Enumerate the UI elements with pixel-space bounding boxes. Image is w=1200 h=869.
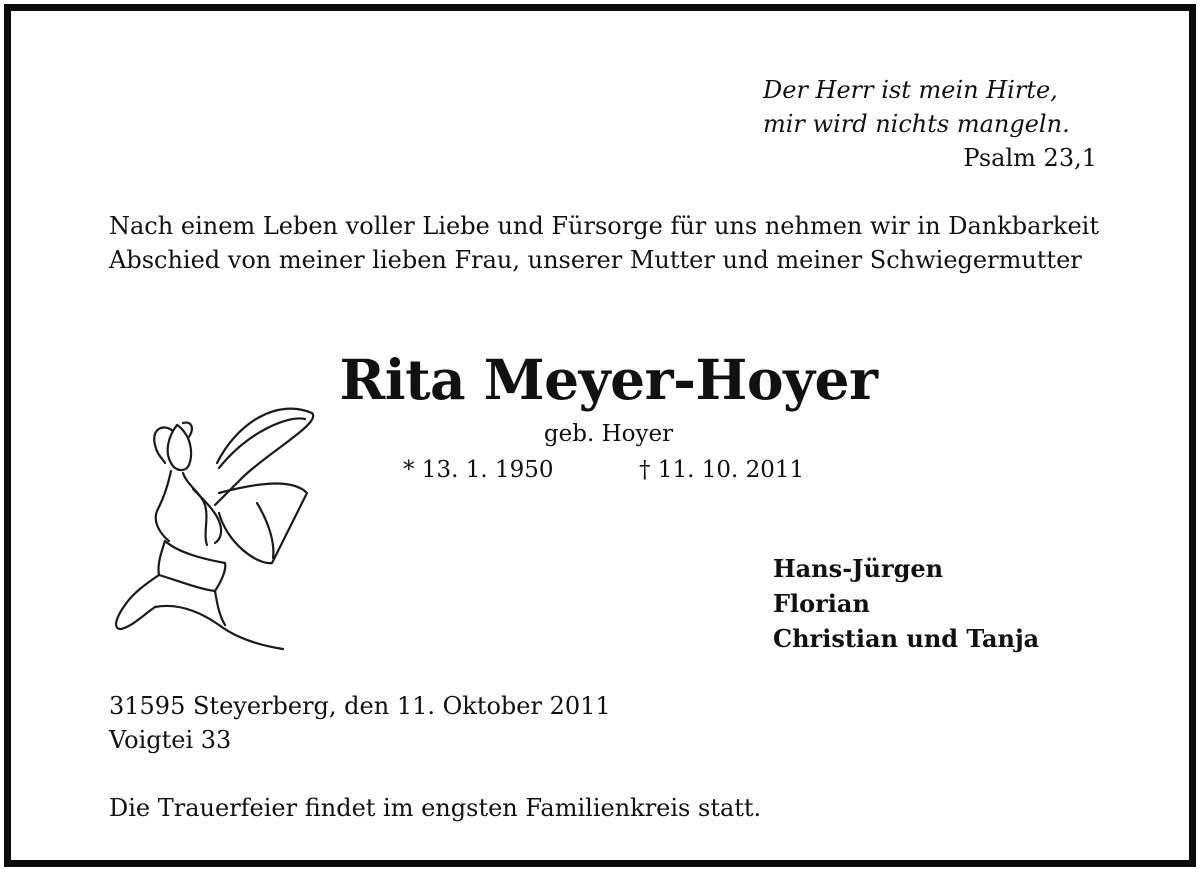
- obituary-card: [4, 4, 1196, 867]
- death-date: † 11. 10. 2011: [639, 457, 805, 483]
- family-member: Florian: [773, 589, 870, 618]
- birth-date: * 13. 1. 1950: [403, 457, 554, 483]
- verse-line-2: mir wird nichts mangeln.: [763, 110, 1070, 138]
- verse-reference: Psalm 23,1: [963, 144, 1097, 172]
- family-list: [773, 551, 1039, 656]
- street-address: Voigtei 33: [109, 726, 232, 754]
- bible-verse: [677, 73, 1097, 175]
- family-member: Hans-Jürgen: [773, 554, 944, 583]
- maiden-name: geb. Hoyer: [543, 421, 674, 447]
- family-member: Christian und Tanja: [773, 624, 1040, 653]
- funeral-note: Die Trauerfeier findet im engsten Familienkreis statt.: [109, 794, 762, 822]
- place-date: 31595 Steyerberg, den 11. Oktober 2011: [109, 692, 611, 720]
- address-block: [109, 689, 611, 757]
- verse-line-1: Der Herr ist mein Hirte,: [763, 76, 1058, 104]
- intro-text: Nach einem Leben voller Liebe und Fürsorge für uns nehmen wir in Dankbarkeit Abschied von meiner lieben Frau, unserer Mutter und meiner Schwiegermutter: [109, 212, 1099, 274]
- deceased-name: Rita Meyer-Hoyer: [339, 347, 878, 412]
